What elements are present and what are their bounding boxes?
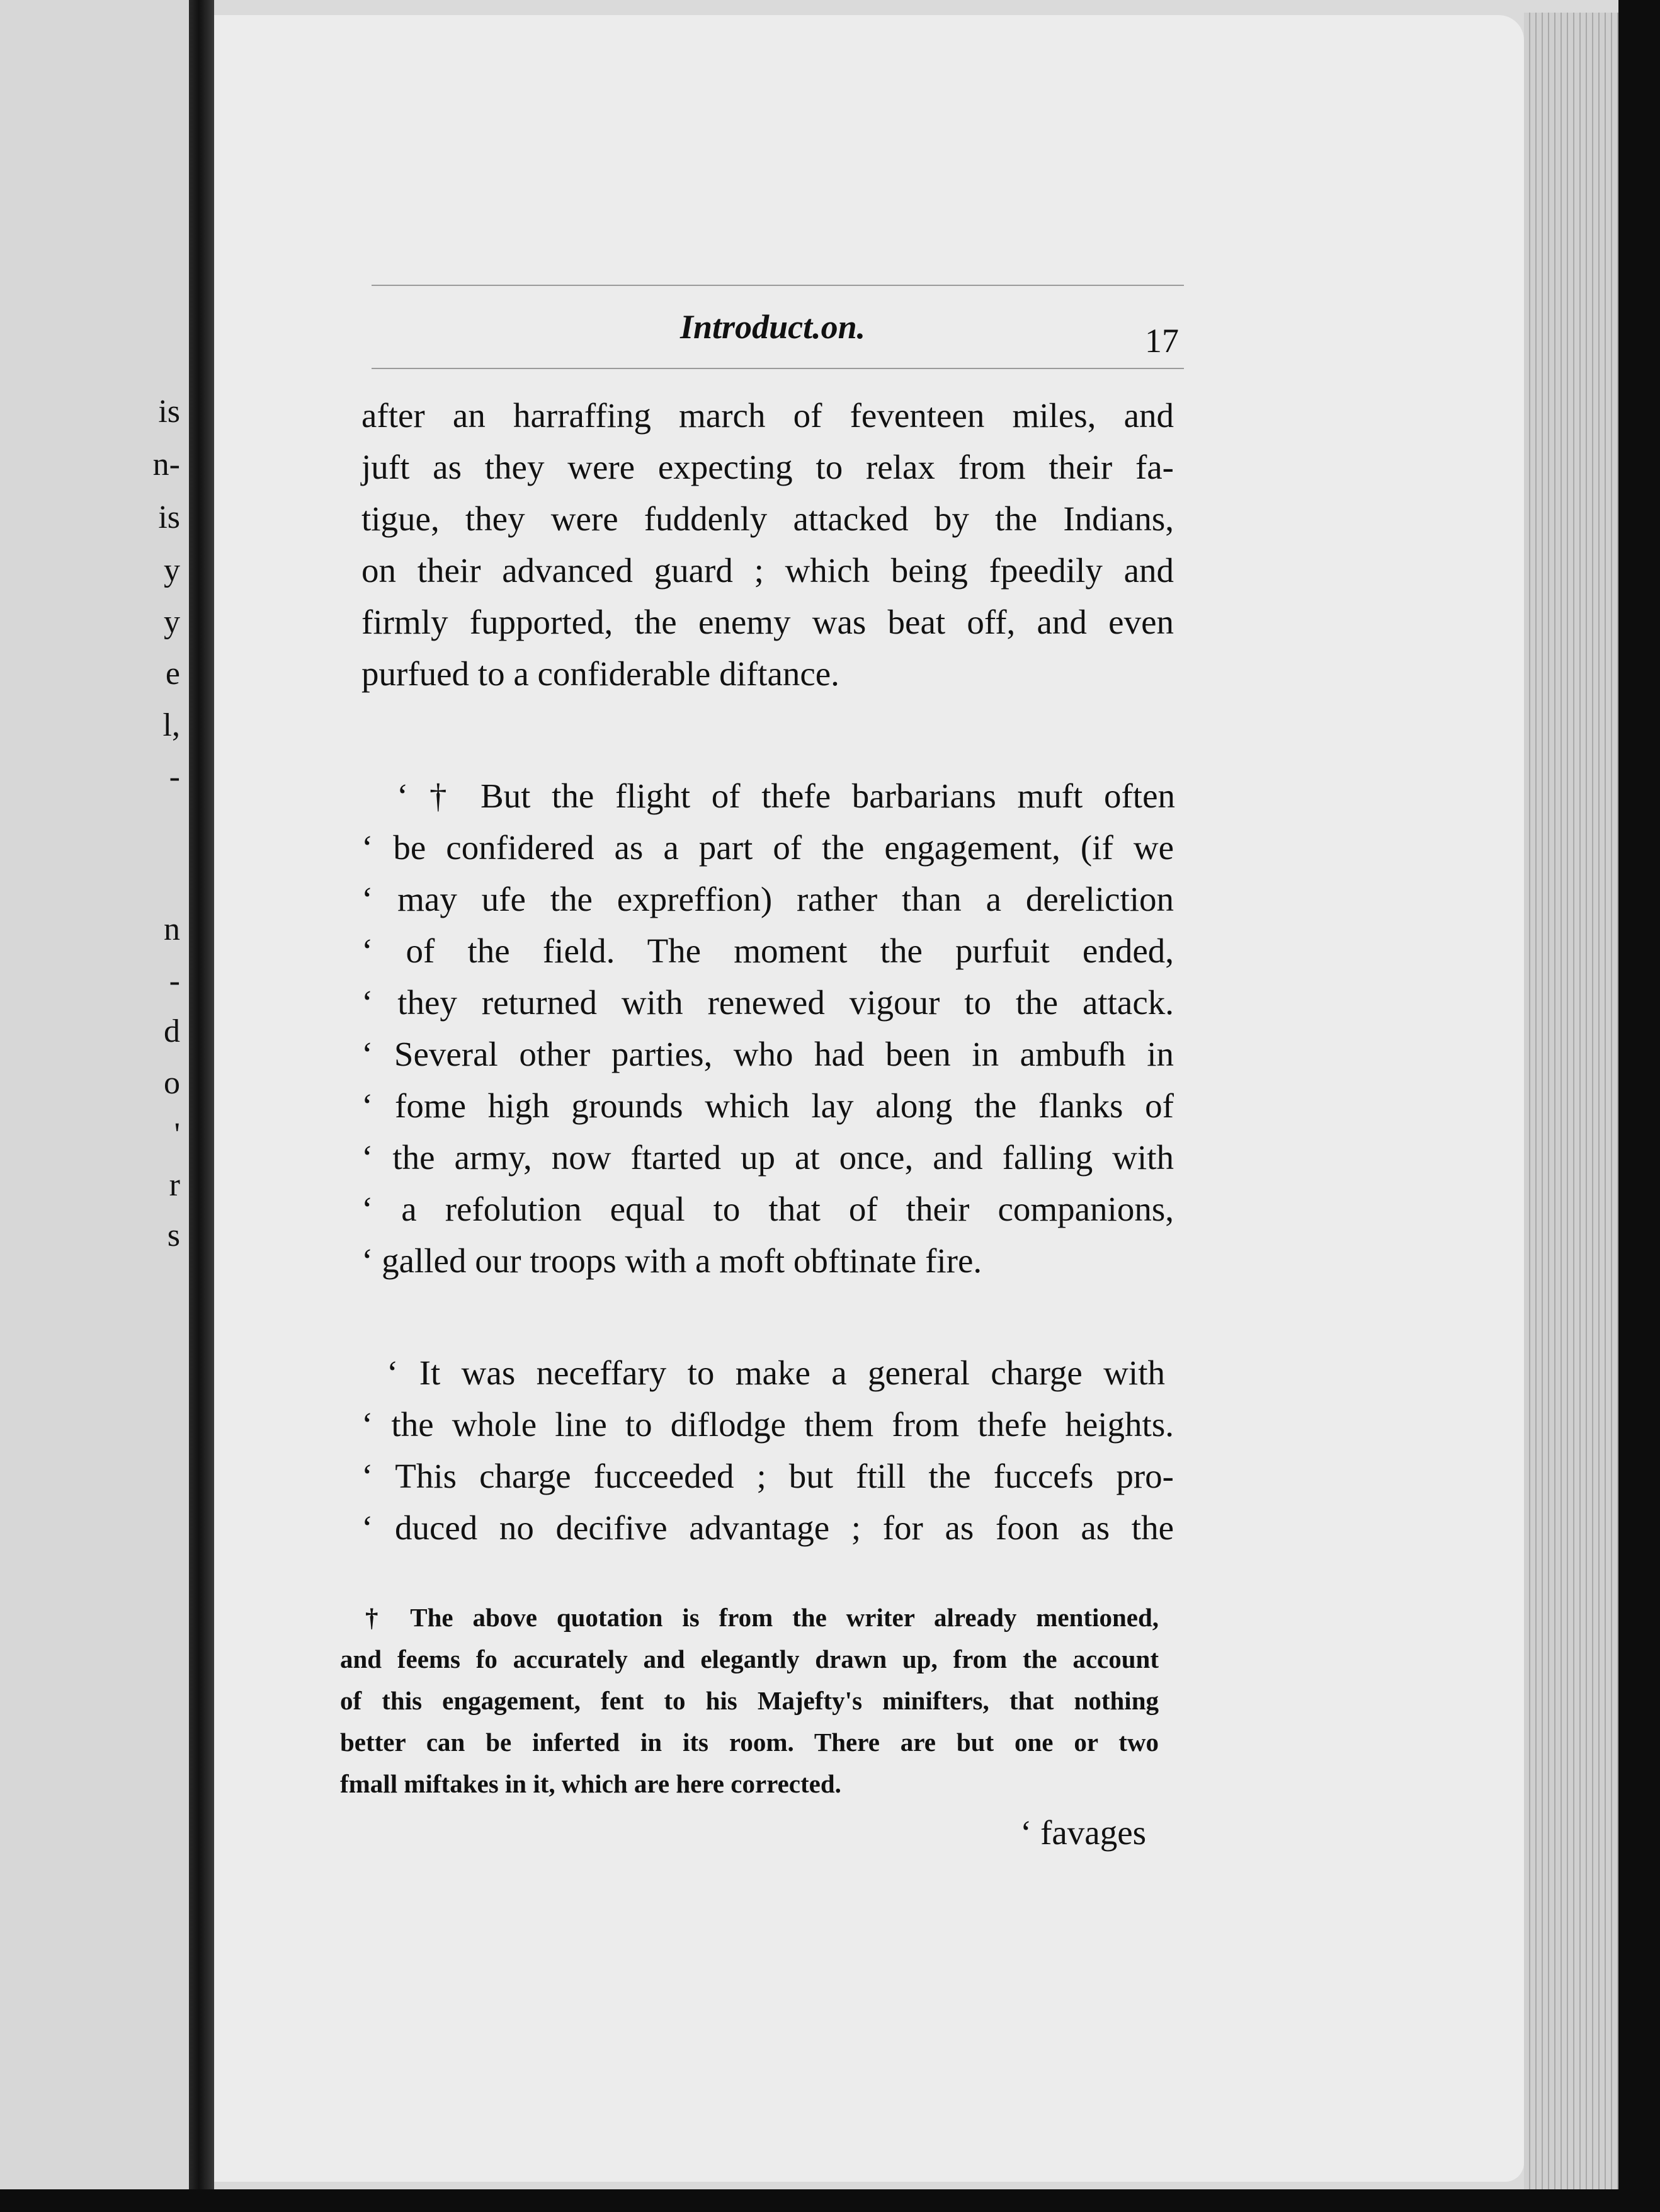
text-line: ‘ the army, now ftarted up at once, and falling with (361, 1138, 1174, 1177)
text-line: after an harraffing march of feventeen miles, and (361, 396, 1174, 435)
left-fragment: is (158, 499, 180, 535)
text-line: ‘ It was neceffary to make a general charge with (387, 1354, 1165, 1392)
left-fragment: - (169, 759, 180, 795)
left-page-text-fragments (142, 0, 180, 2212)
left-fragment: - (169, 963, 180, 999)
left-fragment: l, (162, 707, 180, 743)
left-fragment: e (165, 656, 180, 692)
text-line: ‘ the whole line to diflodge them from thefe heights. (361, 1405, 1174, 1444)
catchword: ‘ favages (1020, 1813, 1147, 1852)
text-line: ‘ This charge fucceeded ; but ftill the fuccefs pro- (361, 1457, 1174, 1495)
scan-border-right (1618, 0, 1660, 2212)
header-rule-bottom (372, 368, 1184, 369)
text-line: ‘ a refolution equal to that of their companions, (361, 1190, 1174, 1228)
left-fragment: n- (152, 447, 180, 482)
text-line: on their advanced guard ; which being fpeedily and (361, 551, 1174, 590)
left-fragment: r (169, 1167, 180, 1203)
footnote-line: of this engagement, fent to his Majefty's minifters, that nothing (340, 1686, 1159, 1715)
scan-border-bottom (0, 2189, 1660, 2212)
text-line: ‘ they returned with renewed vigour to the attack. (361, 983, 1174, 1022)
text-line: ‘ of the field. The moment the purfuit ended, (361, 932, 1174, 970)
running-head: Introduct.on. (680, 308, 866, 346)
text-line: ‘ be confidered as a part of the engagement, (if we (361, 828, 1174, 867)
text-line: purfued to a confiderable diftance. (361, 654, 839, 693)
text-line: ‘ galled our troops with a moft obftinate fire. (361, 1241, 982, 1280)
text-line: ‘ fome high grounds which lay along the flanks of (361, 1086, 1174, 1125)
footnote-line: and feems fo accurately and elegantly drawn up, from the account (340, 1645, 1159, 1673)
left-facing-page (0, 0, 189, 2212)
text-line: juft as they were expecting to relax from their fa- (361, 448, 1174, 486)
left-fragment: y (164, 604, 180, 640)
left-fragment: y (164, 552, 180, 588)
left-fragment: d (164, 1013, 180, 1049)
left-fragment: ' (174, 1117, 180, 1153)
footnote-line: † The above quotation is from the writer already mentioned, (365, 1603, 1159, 1632)
left-fragment: is (158, 394, 180, 430)
text-line: ‘ may ufe the expreffion) rather than a dereliction (361, 880, 1174, 918)
text-line: firmly fupported, the enemy was beat off, and even (361, 603, 1174, 641)
book-gutter (189, 0, 214, 2212)
footnote-line: better can be inferted in its room. There are but one or two (340, 1728, 1159, 1757)
text-line: ‘ duced no decifive advantage ; for as foon as the (361, 1508, 1174, 1547)
header-rule-top (372, 285, 1184, 286)
left-fragment: n (164, 911, 180, 947)
page-number: 17 (1145, 322, 1179, 360)
footnote-line: fmall miftakes in it, which are here corrected. (340, 1769, 841, 1798)
text-line: ‘ Several other parties, who had been in ambufh in (361, 1035, 1174, 1073)
left-fragment: o (164, 1065, 180, 1101)
page-edges (1524, 13, 1618, 2198)
text-line: tigue, they were fuddenly attacked by the Indians, (361, 499, 1174, 538)
text-line: ‘ † But the flight of thefe barbarians muft often (397, 777, 1175, 815)
left-fragment: s (167, 1217, 180, 1253)
